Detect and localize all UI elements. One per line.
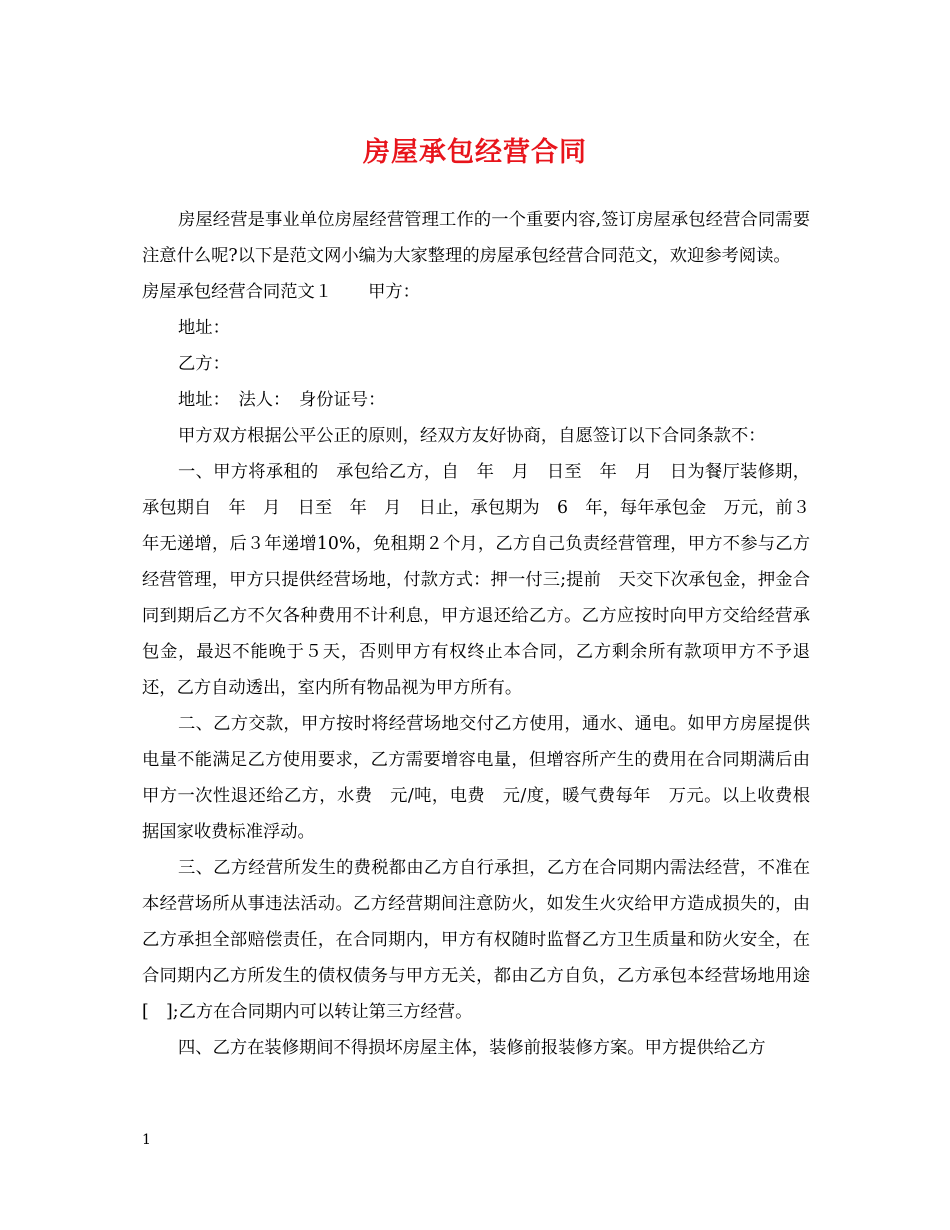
sample-heading: 房屋承包经营合同范文１ (142, 282, 333, 302)
intro-paragraph: 房屋经营是事业单位房屋经营管理工作的一个重要内容,签订房屋承包经营合同需要注意什么呢?以下是范文网小编为大家整理的房屋承包经营合同范文，欢迎参考阅读。 (142, 210, 810, 266)
page-number: 1 (142, 1132, 151, 1148)
party-a-address: 地址： (178, 318, 230, 338)
party-a-label: 甲方： (368, 282, 420, 302)
party-b-address-line: 地址： 法人： 身份证号： (178, 390, 386, 410)
clause-1: 一、甲方将承租的 承包给乙方，自 年 月 日至 年 月 日为餐厅装修期，承包期自 年 月 日至 年 月 日止，承包期为 6 年，每年承包金 万元，前３年无递增，后３年递增10%，免租期２个月，乙方自己负责经营管理，甲方不参与乙方经营管理，甲方只提供经营场地，付款方式：押一付三;提前 天交下次承包金，押金合同到期后乙方不欠各种费用不计利息，甲方退还给乙方。乙方应按时向甲方交给经营承包金，最迟不能晚于５天，否则甲方有权终止本合同，乙方剩余所有款项甲方不予退还，乙方自动透出，室内所有物品视为甲方所有。 (142, 462, 810, 698)
clause-2: 二、乙方交款，甲方按时将经营场地交付乙方使用，通水、通电。如甲方房屋提供电量不能满足乙方使用要求，乙方需要增容电量，但增容所产生的费用在合同期满后由甲方一次性退还给乙方，水费 元/吨，电费 元/度，暖气费每年 万元。以上收费根据国家收费标准浮动。 (142, 714, 810, 842)
document-title: 房屋承包经营合同 (363, 137, 587, 168)
party-b-label: 乙方： (178, 354, 230, 374)
document-body (142, 202, 810, 1066)
clause-3: 三、乙方经营所发生的费税都由乙方自行承担，乙方在合同期内需法经营，不准在本经营场所从事违法活动。乙方经营期间注意防火，如发生火灾给甲方造成损失的，由乙方承担全部赔偿责任，在合同期内，甲方有权随时监督乙方卫生质量和防火安全，在合同期内乙方所发生的债权债务与甲方无关，都由乙方自负，乙方承包本经营场地用途[ ];乙方在合同期内可以转让第三方经营。 (142, 858, 810, 1022)
sample-heading-line (142, 274, 810, 310)
clause-4: 四、乙方在装修期间不得损坏房屋主体，装修前报装修方案。甲方提供给乙方 (178, 1038, 766, 1058)
preamble-paragraph: 甲方双方根据公平公正的原则，经双方友好协商，自愿签订以下合同条款不： (178, 426, 766, 446)
